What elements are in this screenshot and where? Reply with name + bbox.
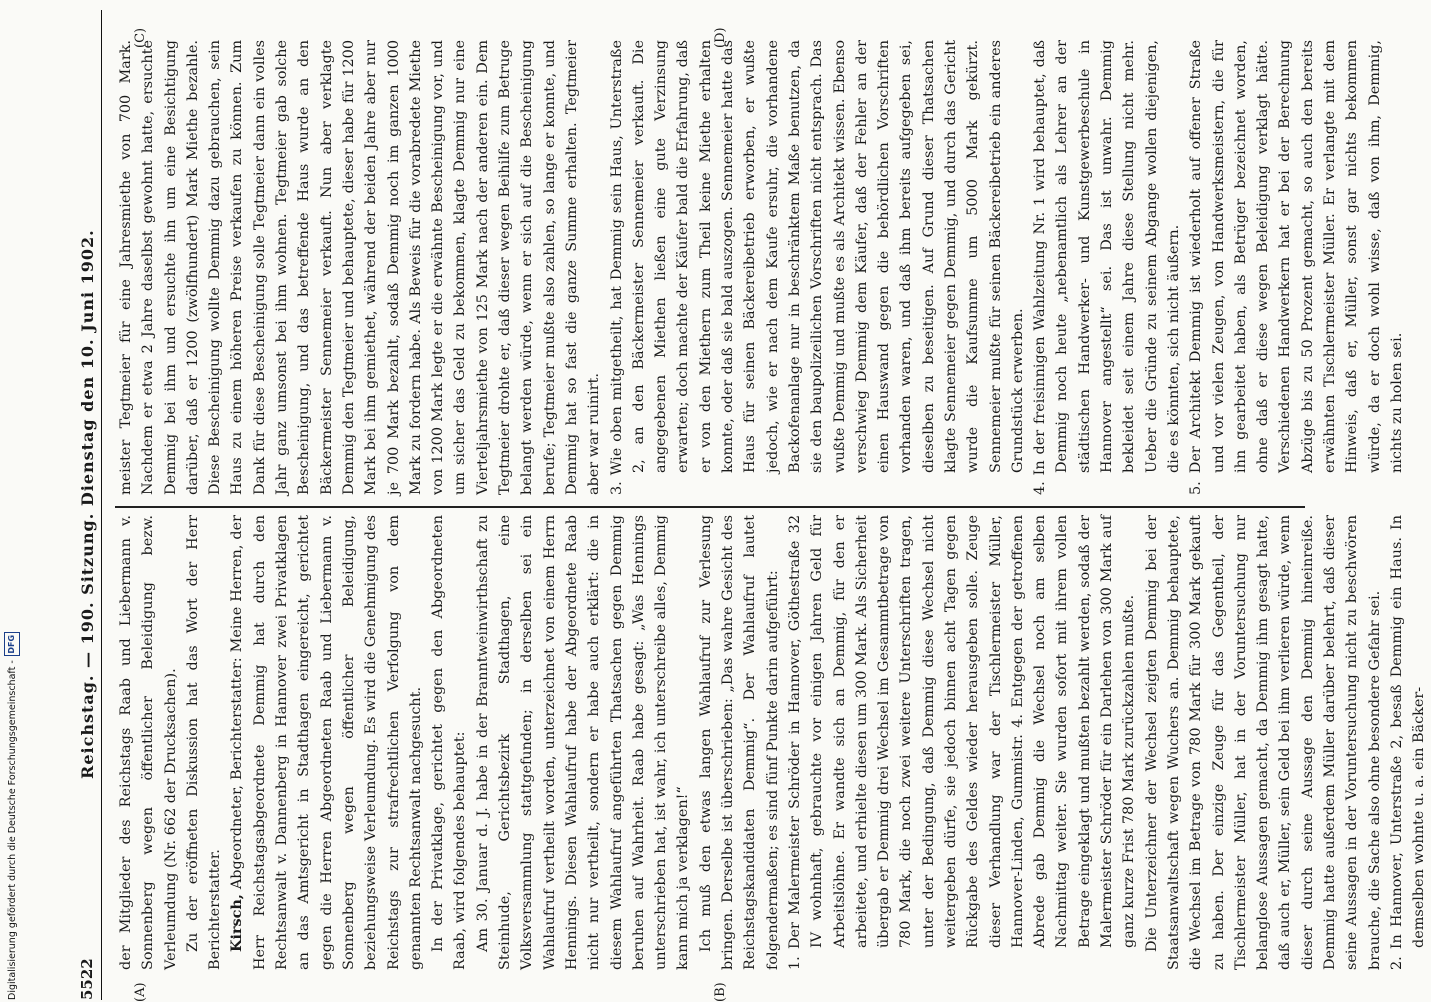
- list-item: 3. Wie oben mitgetheilt, hat Demmig sein Haus, Unterstraße 2, an den Bäckermeister Sennemeier verkauft. Die angegebenen Miethen ließen eine gute Verzinsung erwarten; doch machte der Käufer bald die Erfahrung, daß er von den Miethern zum Theil keine Miethe erhalten konnte, oder daß sie bald auszogen. Sennemeier hatte das Haus für seinen Bäckereibetrieb erworben, er wußte jedoch, wie er nach dem Kaufe ersuhr, die vorhandene Backofenanlage nur in beschränktem Maße benutzen, da sie den baupolizeilichen Vorschriften nicht entsprach. Das wußte Demmig und mußte es als Architekt wissen. Ebenso verschwieg Demmig dem Käufer, daß der Fehler an der einen Hauswand gegen die behördlichen Vorschriften vorhanden waren, und daß ihm bereits aufgegeben sei, dieselben zu beseitigen. Auf Grund dieser Thatsachen klagte Sennemeier gegen Demmig, und durch das Gericht wurde die Kaufsumme um 5000 Mark gekürzt. Sennemeier mußte für seinen Bäckereibetrieb ein anderes Grundstück erwerben.: [608, 40, 1026, 495]
- column-divider: [115, 506, 1305, 508]
- rotated-page-content: [73, 10, 1428, 1002]
- paragraph: Zu der eröffneten Diskussion hat das Wort der Herr Berichterstatter.: [184, 515, 224, 970]
- speaker-name: Kirsch,: [228, 894, 246, 952]
- margin-marker-c: (C): [133, 27, 148, 48]
- paragraph: Die Unterzeichner der Wechsel zeigten Demmig bei der Staatsanwaltschaft wegen Wuchers an. Demmig behauptete, die Wechsel im Betrage von 780 Mark für 300 Mark gekauft zu haben. Der einzige Zeuge für das Gegentheil, der Tischlermeister Müller, hat in der Voruntersuchung nur belanglose Aussagen gemacht, da Demmig ihm gesagt hatte, daß auch er, Müller, sein Geld bei ihm verlieren würde, wenn dieser durch seine Aussage den Demmig hineinreiße. Demmig hatte außerdem Müller darüber belehrt, daß dieser seine Aussagen in der Voruntersuchung nicht zu beschwören brauche, die Sache also ohne besondere Gefahr sei.: [1143, 515, 1383, 970]
- paragraph: Am 30. Januar d. J. habe in der Branntweinwirthschaft zu Steinhude, Gerichtsbezirk Stadthagen, eine Volksversammlung stattgefunden; in derselben sei ein Wahlaufruf vertheilt worden, unterzeichnet von einem Herrn Hennings. Diesen Wahlaufruf habe der Abgeordnete Raab nicht nur vertheilt, sondern er habe auch erklärt: die in diesem Wahlaufruf angeführten Thatsachen gegen Demmig beruhen auf Wahrheit. Raab habe gesagt: „Was Hennings unterschrieben hat, ist wahr, ich unterschreibe alles, Demmig kann mich ja verklagen!“: [474, 515, 692, 970]
- page-header: [73, 10, 102, 1000]
- dfg-logo: DFG: [4, 632, 20, 656]
- list-item: 5. Der Architekt Demmig ist wiederholt auf offener Straße und vor vielen Zeugen, von Handwerksmeistern, die für ihn gearbeitet haben, als Betrüger bezeichnet worden, ohne daß er diese wegen Beleidigung verklagt hätte. Verschiedenen Handwerkern hat er bei der Berechnung Abzüge bis zu 50 Prozent gemacht, so auch den bereits erwähnten Tischlermeister Müller. Er verlangte mit dem Hinweis, daß er, Müller, sonst gar nichts bekommen würde, da er doch wohl wisse, daß von ihm, Demmig, nichts zu holen sei.: [1188, 40, 1405, 495]
- page-number: 5522: [78, 958, 96, 1000]
- paragraph: In der Privatklage, gerichtet gegen den Abgeordneten Raab, wird folgendes behauptet:: [430, 515, 469, 970]
- page-title: Reichstag. — 190. Sitzung. Dienstag den 10. Juni 1902.: [77, 229, 97, 779]
- speech-text: Abgeordneter, Berichterstatter: Meine Herren, der Herr Reichstagsabgeordnete Demmig hat durch den Rechtsanwalt v. Dannenberg in Hannover zwei Privatklagen an das Amtsgericht in Stadthagen eingereicht, gerichtet gegen die Herren Abgeordneten Raab und Liebermann v. Sonnenberg wegen öffentlicher Beleidigung, beziehungsweise Verleumdung. Es wird die Genehmigung des Reichstags zur strafrechtlichen Verfolgung von dem genannten Rechtsanwalt nachgesucht.: [229, 515, 424, 970]
- digitization-footer: [4, 632, 20, 1000]
- paragraph: meister Tegtmeier für eine Jahresmiethe von 700 Mark. Nachdem er etwa 2 Jahre daselbst gewohnt hatte, ersuchte Demmig bei ihm und ersuchte ihn um eine Besichtigung darüber, daß er 1200 (zwölfhundert) Mark Miethe bezahle. Diese Bescheinigung wollte Demmig dazu gebrauchen, sein Haus zu einem höheren Preise verkaufen zu können. Zum Dank für diese Bescheinigung solle Tegtmeier dann ein volles Jahr ganz umsonst bei ihm wohnen. Tegtmeier gab solche Bescheinigung, und das betreffende Haus wurde an den Bäckermeister Sennemeier verkauft. Nun aber verklagte Demmig den Tegtmeier und behauptete, dieser habe für 1200 Mark bei ihm gemiethet, während der beiden Jahre aber nur je 700 Mark bezahlt, sodaß Demmig noch im ganzen 1000 Mark zu fordern habe. Als Beweis für die vorabredete Miethe von 1200 Mark legte er die erwähnte Bescheinigung vor, und um sicher das Geld zu bekommen, klagte Demmig nur eine Vierteljahrsmiethe von 125 Mark nach der anderen ein. Dem Tegtmeier drohte er, daß dieser wegen Beihilfe zum Betruge belangt werden würde, wenn er sich auf die Bescheinigung berufe; Tegtmeier mußte also zahlen, so lange er konnte, und Demmig hat so fast die ganze Summe erhalten. Tegtmeier aber war ruinirt.: [118, 40, 603, 495]
- footer-text: Digitalisierung gefördert durch die Deutsche Forschungsgemeinschaft -: [6, 660, 18, 1000]
- list-item: 1. Der Malermeister Schröder in Hannover, Göthestraße 32 IV wohnhaft, gebrauchte vor einigen Jahren Geld für Arbeitslöhne. Er wandte sich an Demmig, für den er arbeitete, und erhielte diesen um 300 Mark. Als Sicherheit übergab er Demmig drei Wechsel im Gesammtbetrage von 780 Mark, die noch zwei weitere Unterschriften tragen, unter der Bedingung, daß Demmig diese Wechsel nicht weitergeben dürfe, sie jedoch binnen acht Tagen gegen Rückgabe des Geldes wieder herausgeben solle. Zeuge dieser Verhandlung war der Tischlermeister Müller, Hannover-Linden, Gummistr. 4. Entgegen der getroffenen Abrede gab Demmig die Wechsel noch am selben Nachmittag weiter. Sie wurden sofort mit ihrem vollen Betrage eingeklagt und mußten bezahlt werden, sodaß der Malermeister Schröder für ein Darlehen von 300 Mark auf ganz kurze Frist 780 Mark zurückzahlen mußte.: [786, 515, 1138, 970]
- list-item: 2. In Hannover, Unterstraße 2, besaß Demmig ein Haus. In demselben wohnte u. a. ein Bäcker-: [1388, 515, 1428, 970]
- paragraph: der Mitglieder des Reichstags Raab und Liebermann v. Sonnenberg wegen öffentlicher Beleidigung bezw. Verleumdung (Nr. 662 der Drucksachen).: [118, 515, 179, 970]
- right-column: [115, 40, 1405, 495]
- margin-marker-b: (B): [713, 982, 728, 1002]
- paragraph: Ich muß den etwas langen Wahlaufruf zur Verlesung bringen. Derselbe ist überschrieben: „Das wahre Gesicht des Reichstagskandidaten Demmig“. Der Wahlaufruf lautet folgendermaßen; es sind fünf Punkte darin aufgeführt:: [697, 515, 781, 970]
- left-column: [115, 515, 1428, 970]
- paragraph: [226, 515, 427, 970]
- margin-marker-a: (A): [133, 982, 148, 1002]
- list-item: 4. In der freisinnigen Wahlzeitung Nr. 1 wird behauptet, daß Demmig noch heute „nebenamtlich als Lehrer an der städtischen Handwerker- und Kunstgewerbeschule in Hannover angestellt“ sei. Das ist unwahr. Demmig bekleidet seit einem Jahre diese Stellung nicht mehr. Ueber die Gründe zu seinem Abgange wollen diejenigen, die es könnten, sich nicht äußern.: [1032, 40, 1182, 495]
- margin-marker-d: (D): [713, 27, 728, 48]
